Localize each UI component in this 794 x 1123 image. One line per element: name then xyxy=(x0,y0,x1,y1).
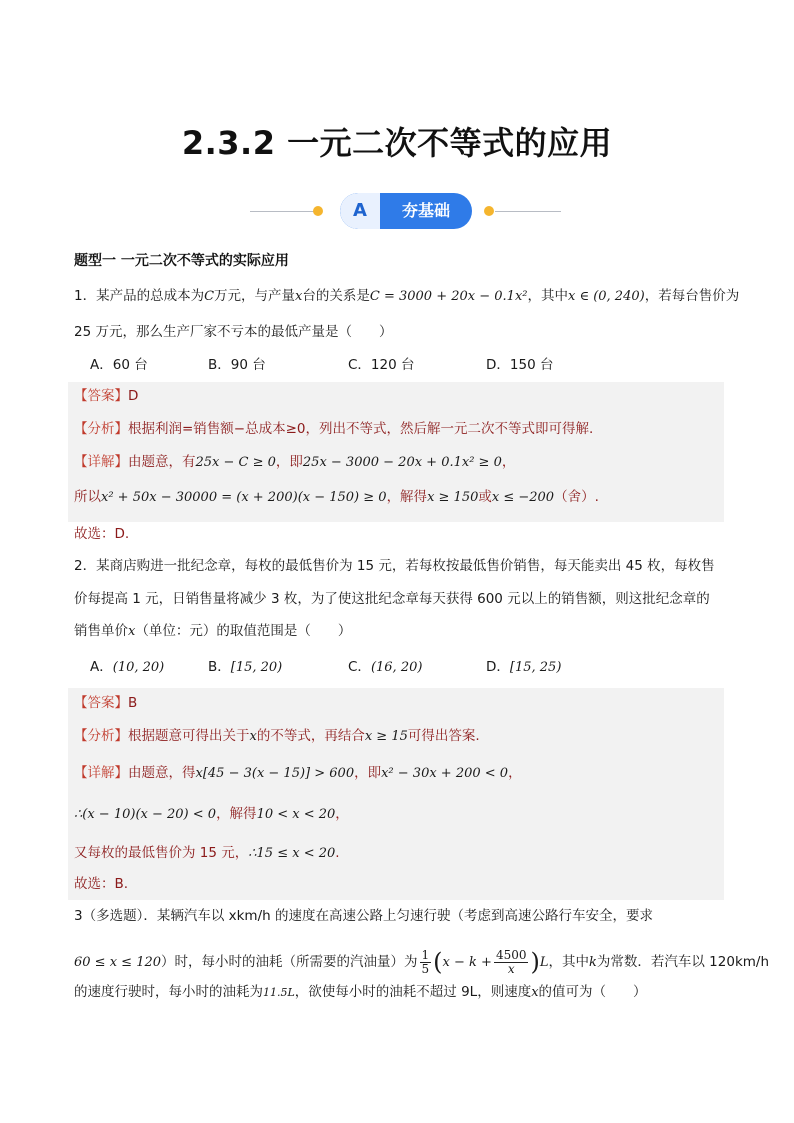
q2-stem-line2: 价每提高 1 元，日销售量将减少 3 枚，为了使这批纪念章每天获得 600 元以上的销售额，则这批纪念章的 xyxy=(74,591,710,607)
q2-choose: 故选：B. xyxy=(74,876,129,892)
q1-stem-line1: 1．某产品的总成本为C万元，与产量x台的关系是C = 3000 + 20x − 0.1x²，其中x ∈ (0, 240)，若每台售价为 xyxy=(74,288,740,304)
q1-choose: 故选：D. xyxy=(74,526,130,542)
q1-option-a[interactable]: A．60 台 xyxy=(90,357,148,373)
q1-option-c[interactable]: C．120 台 xyxy=(348,357,415,373)
q1-detail: 【详解】由题意，有25x − C ≥ 0，即25x − 3000 − 20x + 0.1x² ≥ 0， xyxy=(74,454,516,470)
q2-answer: 【答案】B xyxy=(74,695,138,711)
q1-answer: 【答案】D xyxy=(74,388,139,404)
section-heading: 题型一 一元二次不等式的实际应用 xyxy=(74,253,289,269)
banner-divider-left xyxy=(250,211,316,212)
q1-option-b[interactable]: B．90 台 xyxy=(208,357,266,373)
q2-solution-box xyxy=(68,688,724,900)
q3-stem-line1: 3（多选题）．某辆汽车以 xkm/h 的速度在高速公路上匀速行驶（考虑到高速公路行车安全，要求 xyxy=(74,908,653,924)
q1-option-d[interactable]: D．150 台 xyxy=(486,357,554,373)
q3-stem-line2: 60 ≤ x ≤ 120）时，每小时的油耗（所需要的汽油量）为 $\frac{1}{5}$ (x − k + $\frac{4500}{x}$ )L，其中k为常数．若汽车以 120km/h xyxy=(74,947,770,976)
q3-inner-fraction: $\frac{4500}{x}$ xyxy=(495,947,527,976)
q2-option-d[interactable]: D．[15, 25) xyxy=(486,659,562,675)
q1-stem-line2: 25 万元，那么生产厂家不亏本的最低产量是（ ） xyxy=(74,324,393,340)
q2-option-b[interactable]: B．[15, 20) xyxy=(208,659,283,675)
q1-analysis: 【分析】根据利润=销售额−总成本≥0，列出不等式，然后解一元二次不等式即可得解. xyxy=(74,421,594,437)
banner-divider-right xyxy=(495,211,561,212)
q2-option-a[interactable]: A．(10, 20) xyxy=(90,659,165,675)
q1-detail-continued: 所以x² + 50x − 30000 = (x + 200)(x − 150) ≥ 0，解得x ≥ 150或x ≤ −200（舍）. xyxy=(74,489,599,505)
q2-detail: 【详解】由题意，得x[45 − 3(x − 15)] > 600，即x² − 30x + 200 < 0， xyxy=(74,765,522,781)
q2-stem-line1: 2．某商店购进一批纪念章，每枚的最低售价为 15 元，若每枚按最低售价销售，每天能卖出 45 枚，每枚售 xyxy=(74,558,715,574)
banner-dot-left xyxy=(313,206,323,216)
q3-stem-line3: 的速度行驶时，每小时的油耗为11.5L，欲使每小时的油耗不超过 9L，则速度x的值可为（ ） xyxy=(74,984,647,1000)
banner-letter: A xyxy=(340,193,380,229)
banner-dot-right xyxy=(484,206,494,216)
q2-detail-minimum: 又每枚的最低售价为 15 元，∴15 ≤ x < 20. xyxy=(74,845,340,861)
banner-text: 夯基础 xyxy=(401,201,450,220)
q2-detail-therefore: ∴(x − 10)(x − 20) < 0，解得10 < x < 20， xyxy=(74,806,349,822)
q3-outer-fraction: $\frac{1}{5}$ xyxy=(421,947,430,976)
page-title: 2.3.2 一元二次不等式的应用 xyxy=(181,124,613,162)
q2-stem-line3: 销售单价x（单位：元）的取值范围是（ ） xyxy=(74,623,352,639)
section-banner xyxy=(340,193,472,229)
q2-analysis: 【分析】根据题意可得出关于x的不等式，再结合x ≥ 15可得出答案. xyxy=(74,728,480,744)
q2-option-c[interactable]: C．(16, 20) xyxy=(348,659,423,675)
